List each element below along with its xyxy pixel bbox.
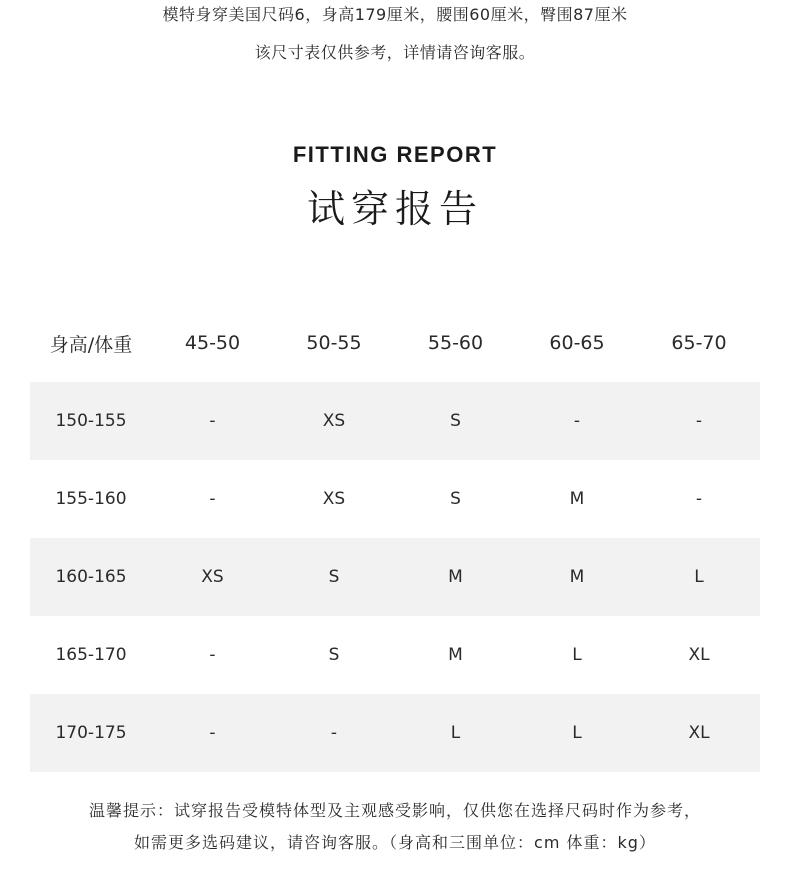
fitting-tip-text: 温馨提示：试穿报告受模特体型及主观感受影响，仅供您在选择尺码时作为参考， — [88, 801, 701, 820]
size-cell: XS — [201, 567, 224, 587]
size-cell: - — [209, 723, 216, 743]
table-row — [30, 382, 760, 460]
size-cell: M — [569, 489, 585, 509]
size-cell: - — [330, 723, 338, 743]
size-cell: S — [450, 489, 461, 509]
size-cell: L — [572, 645, 582, 665]
table-row — [30, 538, 760, 616]
size-cell: S — [328, 645, 340, 665]
header-weight-45-50: 45-50 — [184, 332, 241, 354]
size-cell: M — [448, 567, 463, 587]
size-cell: M — [448, 645, 463, 665]
model-info-text: 模特身穿美国尺码6，身高179厘米，腰围60厘米，臀围87厘米 — [162, 5, 628, 24]
size-cell: S — [450, 411, 461, 431]
size-cell: XS — [322, 411, 346, 431]
table-row — [30, 694, 760, 772]
row-height-label: 165-170 — [55, 645, 127, 665]
size-chart-table — [30, 304, 760, 772]
table-row — [30, 460, 760, 538]
table-row — [30, 616, 760, 694]
size-cell: - — [695, 489, 703, 509]
size-cell: XL — [688, 645, 710, 665]
header-weight-50-55: 50-55 — [306, 332, 362, 354]
size-cell: - — [209, 489, 216, 509]
header-weight-55-60: 55-60 — [427, 332, 484, 354]
header-height-weight: 身高/体重 — [49, 333, 133, 356]
size-cell: L — [572, 723, 582, 743]
size-cell: M — [569, 567, 585, 587]
size-cell: XL — [688, 723, 710, 743]
fitting-report-title-cn: 试穿报告 — [306, 187, 483, 231]
fitting-report-title-en: FITTING REPORT — [292, 142, 498, 167]
size-cell: L — [450, 723, 461, 743]
row-height-label: 150-155 — [55, 411, 127, 431]
size-cell: - — [573, 411, 581, 431]
size-cell: - — [695, 411, 703, 431]
row-height-label: 160-165 — [55, 567, 127, 587]
size-cell: - — [209, 411, 216, 431]
row-height-label: 155-160 — [55, 489, 127, 509]
header-weight-65-70: 65-70 — [671, 332, 727, 354]
size-cell: XS — [322, 489, 346, 509]
table-header-row — [30, 304, 760, 382]
reference-disclaimer-text: 该尺寸表仅供参考，详情请咨询客服。 — [254, 43, 536, 62]
row-height-label: 170-175 — [55, 723, 127, 743]
size-cell: - — [209, 645, 216, 665]
size-cell: L — [694, 567, 704, 587]
contact-service-text: 如需更多选码建议，请咨询客服。（身高和三围单位：cm 体重：kg） — [134, 833, 656, 852]
header-weight-60-65: 60-65 — [549, 332, 605, 354]
size-cell: S — [328, 567, 340, 587]
